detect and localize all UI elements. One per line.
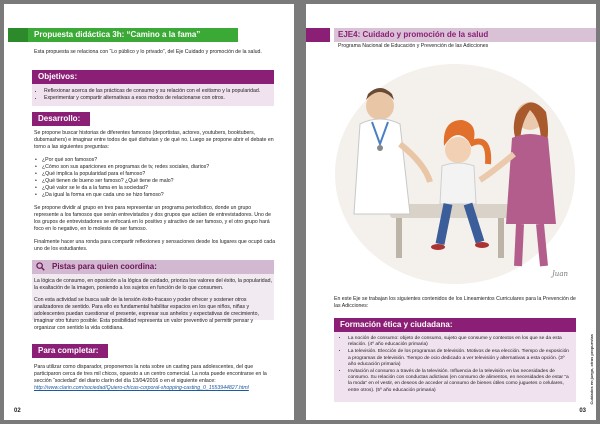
- pistas-heading: Pistas para quien coordina:: [52, 262, 157, 271]
- list-item: • ¿Qué implica la popularidad para el famoso?: [42, 171, 276, 178]
- article-link[interactable]: http://www.clarin.com/sociedad/Quiero-chicas-corporal-shopping-casting_0_1553944827.html: [34, 385, 249, 391]
- formacion-box: [334, 318, 576, 402]
- left-page: [4, 4, 294, 420]
- pistas-body: [32, 274, 274, 332]
- list-item: • ¿Da igual la forma en que cada uno se hizo famoso?: [42, 192, 276, 199]
- objetivos-box: [32, 70, 274, 106]
- list-item: • ¿Por qué son famosos?: [42, 157, 276, 164]
- list-item: • ¿Qué tienen de bueno ser famoso? ¿Qué tiene de malo?: [42, 178, 276, 185]
- pistas-box: [32, 260, 274, 331]
- right-page: [306, 4, 596, 420]
- list-item: • Experimentar y compartir alternativas a esos modos de relacionarse con otros.: [44, 95, 268, 102]
- list-item: • ¿Qué valor se le da a la fama en la sociedad?: [42, 185, 276, 192]
- intro-text: Esta propuesta se relaciona con “Lo público y lo privado”, del Eje Cuidado y promoción de la salud.: [34, 49, 262, 55]
- completar-text: Para utilizar como disparador, proponemos la nota sobre un casting para adolescentes, del que participaron cerca de tres mil chicos, opuesto a un centro comercial. La nota puede encontrarse en la sección “sociedad” del diario clarín del día 13/04/2016 o en el siguiente enlace:: [34, 364, 267, 384]
- eje-subtitle: Programa Nacional de Educación y Prevención de las Adicciones: [338, 43, 489, 49]
- pistas-paragraph: La lógica de consumo, en oposición a la lógica de cuidado, prioriza los valores del éxito, la popularidad, la exaltación de la imagen, poniendo a los sujetos en función de lo que consumen.: [34, 278, 272, 291]
- side-note: Cuidados en juego, otras propuestas: [589, 334, 594, 405]
- page-number: 02: [14, 408, 21, 414]
- questions-list: [34, 157, 276, 199]
- formacion-list: [334, 336, 576, 394]
- objetivos-heading: Objetivos:: [32, 70, 274, 84]
- magnifier-icon: [36, 262, 45, 271]
- list-item: • ¿Cómo son sus apariciones en programas de tv, redes sociales, diarios?: [42, 164, 276, 171]
- artist-signature: Juan: [552, 270, 568, 278]
- eje-title: EJE4: Cuidado y promoción de la salud: [338, 30, 489, 39]
- list-item: • La televisión. Elección de los programas de televisión. Motivos de esa elección. Tiempo de exposición a programas de televisión. Tiempo de ocio dedicado a ver televisión y alternativas a esta opción. (3º año educación primaria): [348, 349, 570, 368]
- desarrollo-paragraph: Finalmente hacer una ronda para compartir reflexiones y sensaciones desde los lugares que ocupó cada uno de los estudiantes.: [34, 239, 276, 252]
- caption-text: En este Eje se trabajan los siguientes contenidos de los Lineamientos Curriculares para la Prevención de las Adicciones:: [334, 296, 576, 309]
- list-item: • Reflexionar acerca de las prácticas de consumo y su relación con el exitismo y la popularidad.: [44, 88, 268, 95]
- proposal-title: Propuesta didáctica 3h: “Camino a la fama”: [8, 28, 238, 42]
- health-checkup-illustration: [330, 54, 576, 290]
- pistas-header: [32, 260, 274, 274]
- desarrollo-heading: Desarrollo:: [32, 112, 90, 126]
- list-item: • La noción de consumo: objeto de consumo, sujeto que consume y contextos en los que se da esta relación. (4º año educación primaria): [348, 336, 570, 348]
- desarrollo-body: [34, 130, 276, 259]
- desarrollo-paragraph: Se propone dividir al grupo en tres para representar un programa periodístico, donde un grupo represente a los famosos que serán entrevistados y dos grupos que actúen de entrevistadores. Uno de los grupos de entrevistadores se enfocará en lo positivo y atractivo de ser famoso, y el otro grupo hará foco en lo negativo, en lo molesto de ser famoso.: [34, 205, 272, 232]
- pistas-paragraph: Con esta actividad se busca salir de la tensión éxito-fracaso y poder ofrecer y sostener otros analizadores de sentido. Para ello es fundamental habilitar espacios en los que niños, niñas y adolescentes puedan cuestionar el presente, expresar sus anhelos y expectativas de crecimiento, imaginar otro futuro posible. Esta posibilidad representa un valor preventivo al permitir pensar y organizar con sentido la vida cotidiana.: [34, 297, 259, 331]
- formacion-heading: Formación ética y ciudadana:: [334, 318, 576, 332]
- list-item: • Invitación al consumo a través de la televisión. Influencia de la televisión en las necesidades de consumo. Su relación con conductas adictivas (en consumo de alimentos, en necesidades de estar “a la moda” en el vestir, en deseos de acceder al consumo de bienes útiles como juguetes o celulares, entre otros). (5º año educación primaria): [348, 369, 570, 394]
- page-number: 03: [579, 408, 586, 414]
- objetivos-list: [32, 86, 274, 106]
- completar-body: [34, 364, 276, 392]
- completar-heading: Para completar:: [32, 344, 108, 358]
- desarrollo-paragraph: Se propone buscar historias de diferentes famosos (deportistas, actores, youtubers, booktubers, dubsmashers) e imaginar entre todos de qué disfrutan y de qué no. Luego se propone abrir el debate en torno a las siguientes preguntas:: [34, 130, 274, 150]
